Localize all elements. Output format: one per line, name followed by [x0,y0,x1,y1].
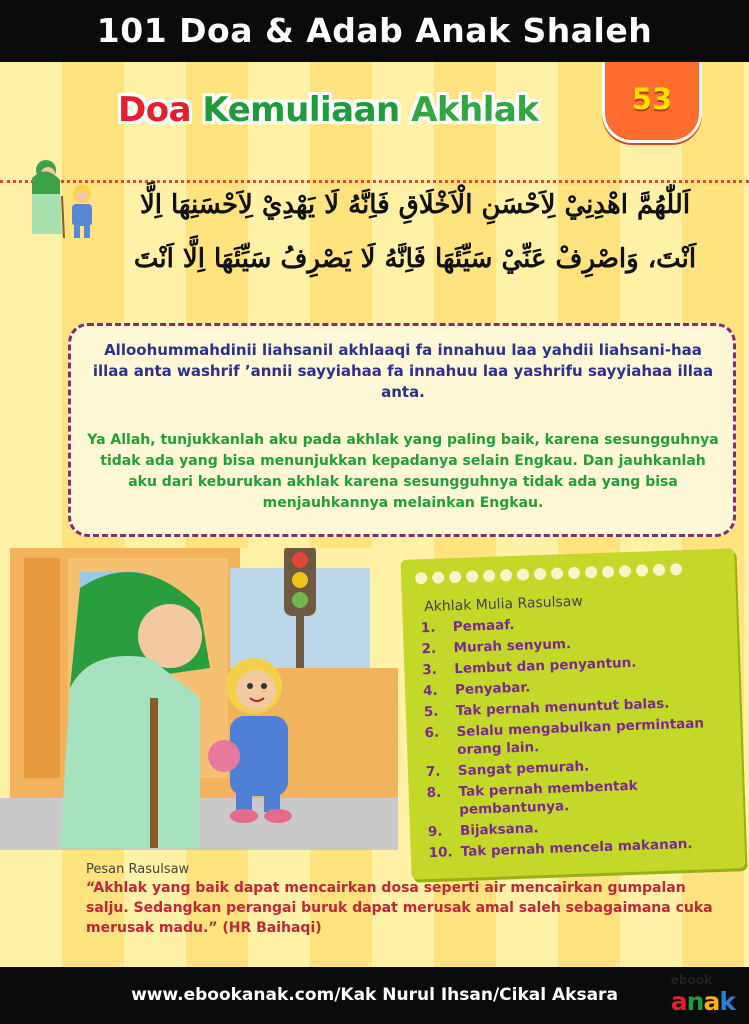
logo-anak-text: anak [670,987,735,1016]
book-title: 101 Doa & Adab Anak Shaleh [96,11,653,50]
list-item: 9. Bijaksana. [427,820,539,841]
arabic-line-1: اَللّٰهُمَّ اهْدِنِيْ لِاَحْسَنِ الْاَخْلَاقِ فَاِنَّهُ لَا يَهْدِيْ لِاَحْسَنِهَا اِلَّا [139,190,691,220]
list-item: 5. Tak pernah menuntut balas. [423,695,670,721]
page-number: 53 [631,82,673,116]
footer [0,967,749,1024]
doa-text-panel [68,323,736,537]
list-item: 10. Tak pernah mencela makanan. [428,835,693,862]
ebookanak-logo [671,973,735,1016]
akhlak-list [421,609,729,865]
sticky-note-akhlak-list [401,548,746,879]
arabic-line-2: اَنْتَ، وَاصْرِفْ عَنِّيْ سَيِّئَهَا فَاِنَّهُ لَا يَصْرِفُ سَيِّئَهَا اِلَّا اَنْتَ [133,244,697,274]
logo-ebook-text: ebook [670,973,712,987]
grandma-child-small-illustration [24,156,108,242]
page-title [118,90,538,130]
title-word-kemuliaan: Kemuliaan [202,90,400,130]
dotted-divider [0,180,749,186]
list-item: 6. Selalu mengabulkan permintaan orang lain. [424,715,705,759]
pesan-label: Pesan Rasulsaw [86,862,190,877]
list-item: 4. Penyabar. [422,679,531,700]
list-item: 3. Lembut dan penyantun. [422,654,637,679]
title-word-doa: Doa [118,90,192,130]
list-item: 2. Murah senyum. [421,636,572,658]
translation-text: Ya Allah, tunjukkanlah aku pada akhlak yang paling baik, karena sesungguhnya tidak ada yang bisa menunjukkan kepadanya selain Engkau. Dan jauhkanlah aku dari keburukan akhlak karena sesungguhnya tidak ada yang bisa menjauhkannya melainkan Engkau. [87,432,719,511]
transliteration-text: Alloohummahdinii liahsanil akhlaaqi fa innahuu laa yahdii liahsani-haa illaa anta washrif ’annii sayyiahaa fa innahuu laa yashrifu sayyiahaa illaa anta. [92,341,714,401]
list-item: 7. Sangat pemurah. [425,758,590,781]
hadith-quote: “Akhlak yang baik dapat mencairkan dosa seperti air mencairkan gumpalan salju. Sedangkan perangai buruk dapat merusak amal saleh sebagaimana cuka merusak madu.” (HR Baihaqi) [86,880,713,936]
page-content [0,62,749,967]
page-number-badge [602,62,702,143]
grandma-child-street-illustration [0,548,398,850]
list-item: 8. Tak pernah membentak pembantunya. [426,777,638,819]
list-item: 1. Pemaaf. [420,616,515,637]
footer-url: www.ebookanak.com/Kak Nurul Ihsan/Cikal Aksara [131,985,618,1005]
title-word-akhlak: Akhlak [411,90,539,130]
note-binding-holes [415,559,715,588]
note-title: Akhlak Mulia Rasulsaw [423,593,584,616]
book-header [0,0,749,62]
